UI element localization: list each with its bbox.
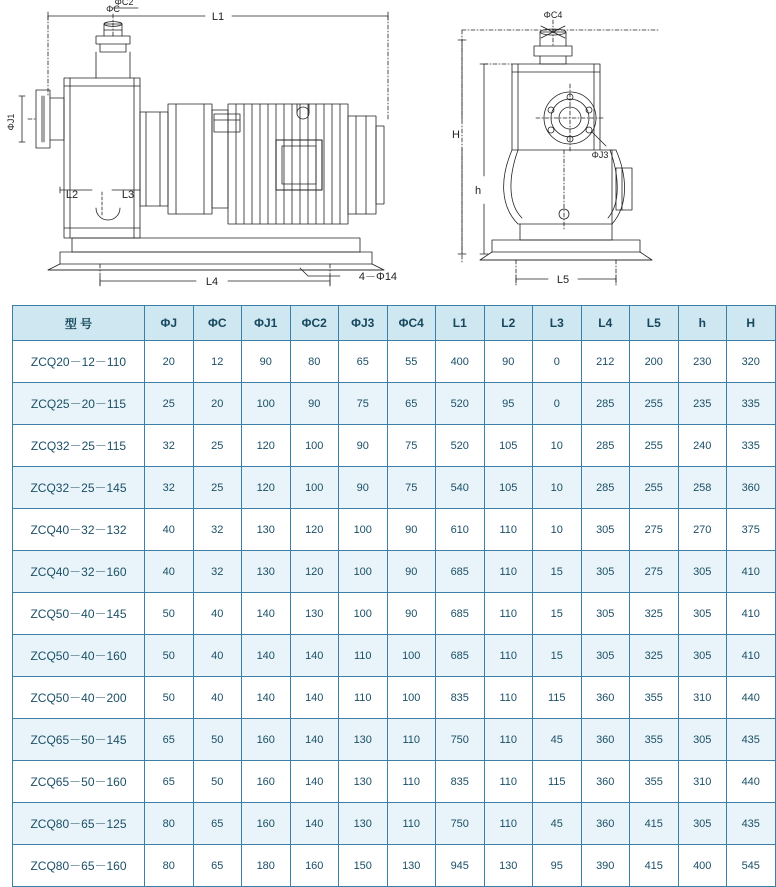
cell-h-upper: 435 (727, 719, 776, 761)
cell-l4: 305 (581, 509, 630, 551)
cell-h-lower: 310 (678, 761, 727, 803)
cell-l2: 110 (484, 551, 533, 593)
cell-l5: 415 (630, 845, 679, 887)
cell-model: ZCQ50－40－145 (13, 593, 145, 635)
cell-l5: 325 (630, 593, 679, 635)
cell-l5: 200 (630, 341, 679, 383)
column-header-l4: L4 (581, 306, 630, 341)
cell-phi-j1: 160 (242, 719, 291, 761)
cell-h-lower: 235 (678, 383, 727, 425)
cell-phi-j1: 160 (242, 761, 291, 803)
cell-l5: 255 (630, 383, 679, 425)
cell-phi-c2: 140 (290, 719, 339, 761)
cell-h-lower: 240 (678, 425, 727, 467)
cell-l3: 115 (533, 677, 582, 719)
column-header-phi-c4: ΦC4 (387, 306, 436, 341)
cell-l1: 520 (436, 425, 485, 467)
cell-l1: 750 (436, 719, 485, 761)
cell-l1: 610 (436, 509, 485, 551)
cell-phi-c2: 130 (290, 593, 339, 635)
cell-l3: 45 (533, 803, 582, 845)
cell-phi-c: 20 (193, 383, 242, 425)
cell-phi-j1: 100 (242, 383, 291, 425)
cell-phi-c2: 80 (290, 341, 339, 383)
table-row (13, 845, 776, 887)
cell-l5: 325 (630, 635, 679, 677)
cell-l2: 90 (484, 341, 533, 383)
cell-l4: 390 (581, 845, 630, 887)
column-header-phi-j3: ΦJ3 (339, 306, 388, 341)
cell-h-upper: 410 (727, 635, 776, 677)
cell-h-upper: 440 (727, 761, 776, 803)
cell-phi-c2: 140 (290, 803, 339, 845)
cell-phi-j: 32 (145, 425, 194, 467)
cell-l1: 835 (436, 677, 485, 719)
table-row (13, 803, 776, 845)
cell-model: ZCQ80－65－160 (13, 845, 145, 887)
dimension-l2: L2 (65, 189, 79, 201)
cell-phi-j3: 130 (339, 719, 388, 761)
cell-phi-j: 40 (145, 551, 194, 593)
table-row (13, 467, 776, 509)
cell-h-upper: 320 (727, 341, 776, 383)
specification-table (12, 305, 776, 887)
cell-l4: 305 (581, 635, 630, 677)
dimension-l5: L5 (556, 274, 570, 286)
cell-l1: 685 (436, 593, 485, 635)
cell-phi-c: 25 (193, 467, 242, 509)
cell-h-upper: 435 (727, 803, 776, 845)
dimension-phi-j1: ΦJ1 (6, 113, 16, 131)
cell-phi-c: 65 (193, 845, 242, 887)
column-header-phi-j1: ΦJ1 (242, 306, 291, 341)
cell-l1: 945 (436, 845, 485, 887)
cell-phi-j3: 90 (339, 467, 388, 509)
cell-phi-c2: 100 (290, 425, 339, 467)
cell-model: ZCQ32－25－115 (13, 425, 145, 467)
column-header-phi-c: ΦC (193, 306, 242, 341)
cell-phi-c4: 90 (387, 551, 436, 593)
dimension-l3: L3 (121, 189, 135, 201)
table-row (13, 383, 776, 425)
cell-l2: 110 (484, 635, 533, 677)
cell-h-upper: 335 (727, 425, 776, 467)
cell-phi-c2: 120 (290, 509, 339, 551)
table-row (13, 509, 776, 551)
cell-phi-j3: 130 (339, 803, 388, 845)
column-header-l2: L2 (484, 306, 533, 341)
cell-model: ZCQ20－12－110 (13, 341, 145, 383)
cell-phi-c4: 110 (387, 719, 436, 761)
column-header-phi-c2: ΦC2 (290, 306, 339, 341)
cell-phi-j3: 110 (339, 677, 388, 719)
dimension-l4: L4 (205, 276, 219, 288)
cell-phi-j1: 140 (242, 677, 291, 719)
cell-phi-j1: 140 (242, 635, 291, 677)
cell-l4: 360 (581, 677, 630, 719)
cell-phi-j3: 65 (339, 341, 388, 383)
cell-model: ZCQ32－25－145 (13, 467, 145, 509)
cell-l1: 685 (436, 551, 485, 593)
cell-model: ZCQ40－32－160 (13, 551, 145, 593)
dimension-bolt-holes: 4－Φ14 (358, 271, 398, 283)
cell-l1: 540 (436, 467, 485, 509)
cell-phi-c: 50 (193, 761, 242, 803)
cell-h-lower: 305 (678, 803, 727, 845)
cell-phi-j: 50 (145, 635, 194, 677)
dimension-phi-c2: ΦC2 (114, 0, 134, 7)
cell-phi-j: 40 (145, 509, 194, 551)
cell-h-upper: 410 (727, 551, 776, 593)
cell-phi-j3: 150 (339, 845, 388, 887)
dimension-phi-c4: ΦC4 (543, 10, 563, 20)
dimension-h-lower: h (474, 185, 482, 197)
cell-phi-c4: 75 (387, 467, 436, 509)
cell-phi-c2: 100 (290, 467, 339, 509)
cell-h-upper: 410 (727, 593, 776, 635)
table-body (13, 341, 776, 887)
cell-phi-j3: 100 (339, 509, 388, 551)
cell-l2: 105 (484, 467, 533, 509)
cell-phi-c4: 65 (387, 383, 436, 425)
cell-l3: 95 (533, 845, 582, 887)
cell-h-upper: 335 (727, 383, 776, 425)
cell-l5: 355 (630, 719, 679, 761)
cell-phi-c: 32 (193, 551, 242, 593)
cell-phi-c: 25 (193, 425, 242, 467)
cell-h-lower: 305 (678, 551, 727, 593)
cell-phi-c4: 75 (387, 425, 436, 467)
cell-l4: 360 (581, 803, 630, 845)
dimension-h-upper: H (452, 129, 460, 141)
cell-l3: 10 (533, 425, 582, 467)
cell-h-upper: 440 (727, 677, 776, 719)
cell-phi-j3: 110 (339, 635, 388, 677)
cell-h-lower: 230 (678, 341, 727, 383)
column-header-model: 型 号 (13, 306, 145, 341)
table-row (13, 677, 776, 719)
cell-phi-c2: 140 (290, 635, 339, 677)
cell-l1: 835 (436, 761, 485, 803)
cell-l3: 15 (533, 593, 582, 635)
cell-model: ZCQ65－50－160 (13, 761, 145, 803)
table-row (13, 341, 776, 383)
cell-l2: 110 (484, 509, 533, 551)
cell-l5: 415 (630, 803, 679, 845)
cell-phi-c: 40 (193, 677, 242, 719)
cell-l3: 15 (533, 635, 582, 677)
dimension-phi-c: ΦC (106, 4, 120, 14)
cell-l2: 110 (484, 761, 533, 803)
cell-phi-j1: 120 (242, 467, 291, 509)
cell-phi-j1: 180 (242, 845, 291, 887)
dimension-phi-j3: ΦJ3 (591, 150, 609, 160)
cell-model: ZCQ50－40－160 (13, 635, 145, 677)
cell-l1: 520 (436, 383, 485, 425)
cell-phi-j: 65 (145, 719, 194, 761)
cell-l1: 400 (436, 341, 485, 383)
table-row (13, 719, 776, 761)
table-header-row (13, 306, 776, 341)
cell-l4: 285 (581, 383, 630, 425)
cell-phi-j3: 75 (339, 383, 388, 425)
cell-l3: 0 (533, 383, 582, 425)
cell-l5: 275 (630, 509, 679, 551)
column-header-phi-j: ΦJ (145, 306, 194, 341)
cell-h-lower: 270 (678, 509, 727, 551)
column-header-l3: L3 (533, 306, 582, 341)
cell-l4: 360 (581, 761, 630, 803)
cell-phi-j: 80 (145, 845, 194, 887)
cell-phi-c4: 110 (387, 761, 436, 803)
table-row (13, 551, 776, 593)
cell-phi-j1: 160 (242, 803, 291, 845)
cell-phi-j: 32 (145, 467, 194, 509)
cell-h-lower: 400 (678, 845, 727, 887)
cell-l5: 355 (630, 761, 679, 803)
cell-l3: 10 (533, 467, 582, 509)
cell-l2: 110 (484, 593, 533, 635)
column-header-l1: L1 (436, 306, 485, 341)
cell-phi-j: 80 (145, 803, 194, 845)
cell-phi-c4: 130 (387, 845, 436, 887)
cell-l2: 105 (484, 425, 533, 467)
cell-l3: 45 (533, 719, 582, 761)
cell-l2: 130 (484, 845, 533, 887)
column-header-h-lower: h (678, 306, 727, 341)
table-row (13, 635, 776, 677)
cell-l5: 255 (630, 467, 679, 509)
cell-phi-j: 20 (145, 341, 194, 383)
cell-l4: 360 (581, 719, 630, 761)
cell-phi-c: 40 (193, 593, 242, 635)
cell-phi-j1: 140 (242, 593, 291, 635)
cell-phi-c: 40 (193, 635, 242, 677)
cell-phi-c4: 55 (387, 341, 436, 383)
cell-h-upper: 360 (727, 467, 776, 509)
cell-phi-j: 50 (145, 593, 194, 635)
cell-phi-c: 65 (193, 803, 242, 845)
cell-phi-j: 25 (145, 383, 194, 425)
pump-technical-drawing (0, 0, 690, 298)
cell-h-lower: 305 (678, 635, 727, 677)
column-header-h-upper: H (727, 306, 776, 341)
cell-phi-j1: 130 (242, 551, 291, 593)
cell-phi-j3: 130 (339, 761, 388, 803)
cell-l2: 110 (484, 677, 533, 719)
cell-phi-c4: 90 (387, 509, 436, 551)
cell-phi-j1: 120 (242, 425, 291, 467)
cell-l1: 750 (436, 803, 485, 845)
cell-phi-c: 32 (193, 509, 242, 551)
cell-h-upper: 375 (727, 509, 776, 551)
cell-phi-c2: 90 (290, 383, 339, 425)
cell-phi-j3: 90 (339, 425, 388, 467)
cell-phi-c2: 120 (290, 551, 339, 593)
cell-l4: 212 (581, 341, 630, 383)
table-row (13, 761, 776, 803)
cell-l3: 10 (533, 509, 582, 551)
cell-l4: 285 (581, 425, 630, 467)
cell-phi-j: 65 (145, 761, 194, 803)
cell-h-upper: 545 (727, 845, 776, 887)
cell-model: ZCQ40－32－132 (13, 509, 145, 551)
cell-phi-c4: 100 (387, 677, 436, 719)
cell-model: ZCQ25－20－115 (13, 383, 145, 425)
cell-phi-c2: 140 (290, 677, 339, 719)
cell-l4: 285 (581, 467, 630, 509)
specification-table-container (12, 305, 760, 887)
cell-phi-c: 12 (193, 341, 242, 383)
table-header (13, 306, 776, 341)
cell-phi-j3: 100 (339, 551, 388, 593)
cell-l5: 275 (630, 551, 679, 593)
cell-l4: 305 (581, 593, 630, 635)
table-row (13, 425, 776, 467)
cell-h-lower: 305 (678, 719, 727, 761)
cell-phi-j1: 130 (242, 509, 291, 551)
cell-h-lower: 258 (678, 467, 727, 509)
cell-l2: 110 (484, 803, 533, 845)
cell-phi-j: 50 (145, 677, 194, 719)
table-row (13, 593, 776, 635)
column-header-l5: L5 (630, 306, 679, 341)
cell-model: ZCQ65－50－145 (13, 719, 145, 761)
cell-phi-j1: 90 (242, 341, 291, 383)
cell-l5: 355 (630, 677, 679, 719)
cell-phi-c: 50 (193, 719, 242, 761)
cell-h-lower: 305 (678, 593, 727, 635)
cell-l1: 685 (436, 635, 485, 677)
dimension-l1: L1 (211, 11, 225, 23)
cell-l2: 95 (484, 383, 533, 425)
cell-l3: 115 (533, 761, 582, 803)
cell-phi-c4: 110 (387, 803, 436, 845)
cell-h-lower: 310 (678, 677, 727, 719)
cell-l4: 305 (581, 551, 630, 593)
cell-l2: 110 (484, 719, 533, 761)
cell-phi-c2: 160 (290, 845, 339, 887)
cell-l3: 0 (533, 341, 582, 383)
cell-model: ZCQ80－65－125 (13, 803, 145, 845)
cell-l5: 255 (630, 425, 679, 467)
cell-model: ZCQ50－40－200 (13, 677, 145, 719)
cell-phi-j3: 100 (339, 593, 388, 635)
cell-phi-c4: 90 (387, 593, 436, 635)
cell-phi-c4: 100 (387, 635, 436, 677)
cell-l3: 15 (533, 551, 582, 593)
cell-phi-c2: 140 (290, 761, 339, 803)
